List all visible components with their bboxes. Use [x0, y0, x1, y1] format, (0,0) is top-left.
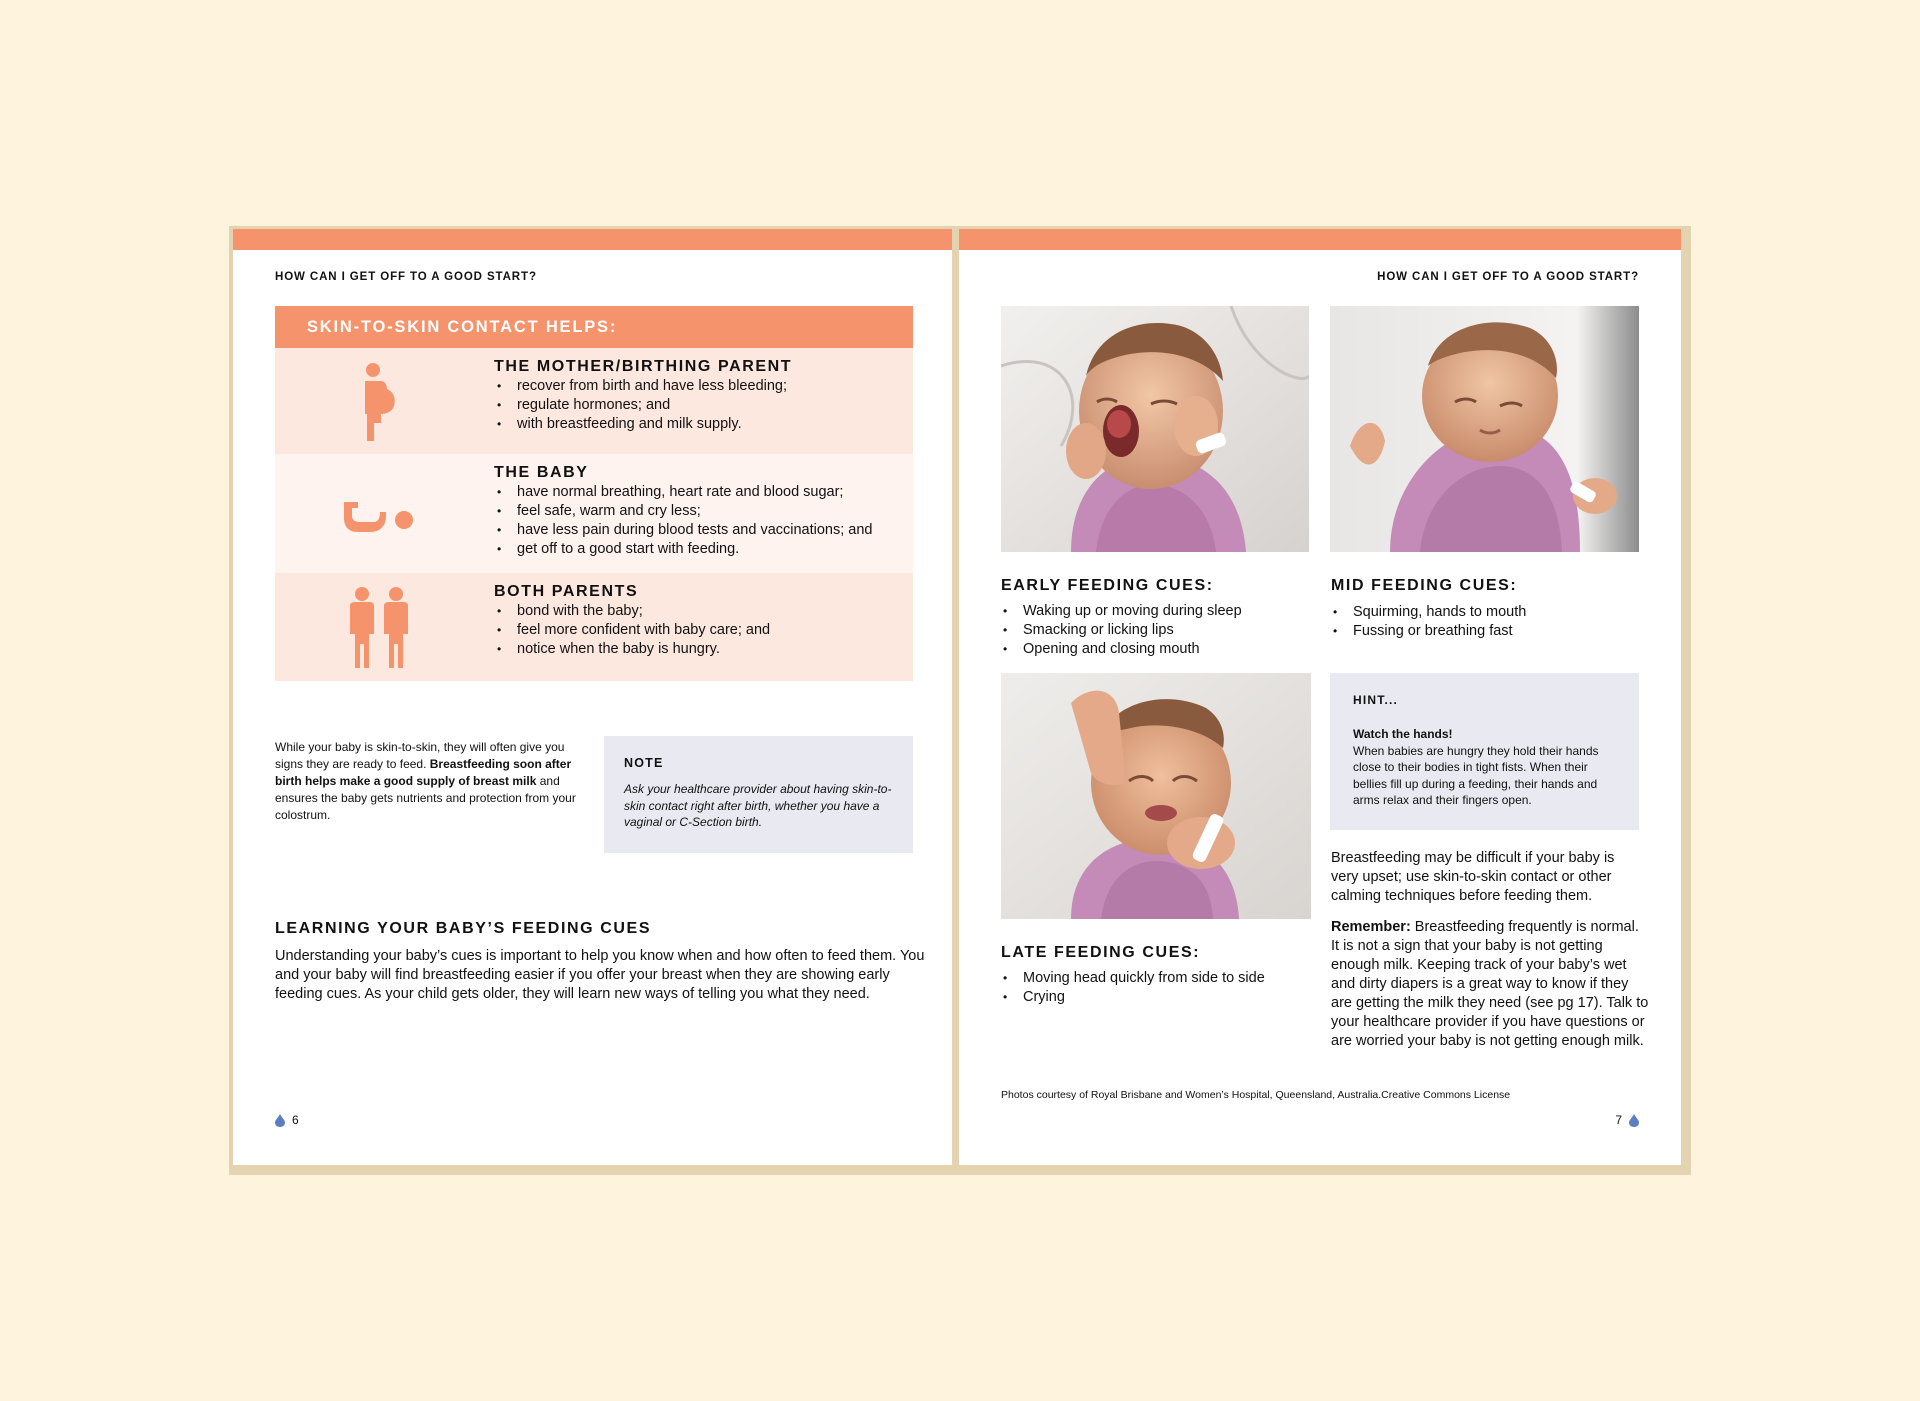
row-title: THE MOTHER/BIRTHING PARENT — [494, 358, 793, 375]
photo-credit: Photos courtesy of Royal Brisbane and Women’s Hospital, Queensland, Australia.Creative Commons License — [1001, 1089, 1511, 1101]
baby-icon — [315, 454, 445, 573]
booklet-spread — [229, 226, 1691, 1175]
hint-title: HINT... — [1353, 693, 1399, 707]
remember-paragraph — [1331, 918, 1649, 1051]
right-page — [959, 229, 1681, 1165]
early-cues-list — [1001, 602, 1242, 659]
late-cues-title: LATE FEEDING CUES: — [1001, 944, 1201, 961]
upset-paragraph: Breastfeeding may be difficult if your baby is very upset; use skin-to-skin contact or other calming techniques before feeding them. — [1331, 850, 1615, 904]
row-title: THE BABY — [494, 464, 589, 481]
baby-photo-mid — [1330, 306, 1639, 552]
list-item: • Opening and closing mouth — [1023, 640, 1242, 659]
drop-icon — [1629, 1114, 1639, 1127]
top-color-bar — [959, 229, 1681, 250]
section-title: LEARNING YOUR BABY’S FEEDING CUES — [275, 920, 652, 937]
intro-bold-text: Breastfeeding soon after birth helps make a good supply of breast milk — [275, 757, 572, 788]
panel-heading: SKIN-TO-SKIN CONTACT HELPS: — [275, 306, 913, 348]
list-item: • Squirming, hands to mouth — [1353, 603, 1526, 622]
list-item: • recover from birth and have less bleeding; — [517, 377, 913, 396]
intro-text: While your baby is skin-to-skin, they will often give you signs they are ready to feed. — [275, 740, 565, 771]
pregnant-parent-icon — [315, 348, 445, 454]
page-number — [1615, 1113, 1639, 1127]
skin-to-skin-panel — [275, 306, 913, 681]
list-item: • regulate hormones; and — [517, 396, 913, 415]
list-item: • bond with the baby; — [517, 602, 913, 621]
benefit-list — [494, 483, 913, 559]
mid-cues-title: MID FEEDING CUES: — [1331, 577, 1518, 594]
page-number-text: 7 — [1615, 1113, 1622, 1127]
note-text: Ask your healthcare provider about having skin-to-skin contact right after birth, whether you have a vaginal or C-Section birth. — [624, 782, 892, 829]
intro-paragraph — [275, 739, 585, 824]
note-box — [604, 736, 913, 853]
two-parents-icon — [315, 573, 445, 681]
intro-text-end: and ensures the baby gets nutrients and protection from your colostrum. — [275, 774, 576, 822]
section-body: Understanding your baby’s cues is important to help you know when and how often to feed them. You and your baby will find breastfeeding easier if you offer your breast when they are showing early feeding cues. As your child gets older, they will learn new ways of telling you what they need. — [275, 948, 925, 1002]
baby-photo-late — [1001, 673, 1311, 919]
remember-text: Breastfeeding frequently is normal. It is not a sign that your baby is not getting enough milk. Keeping track of your baby’s wet and dirty diapers is a great way to know if they are getting the milk they need (see pg 17). Talk to your healthcare provider if you have questions or are worried your baby is not getting enough milk. — [1331, 919, 1649, 1049]
list-item: • Smacking or licking lips — [1023, 621, 1242, 640]
list-item: • feel safe, warm and cry less; — [517, 502, 913, 521]
list-item: • get off to a good start with feeding. — [517, 540, 913, 559]
list-item: • Fussing or breathing fast — [1353, 622, 1526, 641]
left-page — [233, 229, 952, 1165]
benefit-list — [494, 377, 913, 434]
list-item: • Crying — [1023, 988, 1265, 1007]
list-item: • have less pain during blood tests and vaccinations; and — [517, 521, 913, 540]
list-item: • Waking up or moving during sleep — [1023, 602, 1242, 621]
baby-photo-early — [1001, 306, 1309, 552]
hint-text: When babies are hungry they hold their hands close to their bodies in tight fists. When their bellies fill up during a feeding, their hands and arms relax and their fingers open. — [1353, 743, 1599, 807]
list-item: • Moving head quickly from side to side — [1023, 969, 1265, 988]
list-item: • with breastfeeding and milk supply. — [517, 415, 913, 434]
hint-box — [1330, 673, 1639, 830]
panel-row-mother — [275, 348, 913, 454]
note-title: NOTE — [624, 756, 664, 770]
list-item: • have normal breathing, heart rate and blood sugar; — [517, 483, 913, 502]
late-cues-list — [1001, 969, 1265, 1007]
list-item: • feel more confident with baby care; and — [517, 621, 913, 640]
hint-subtitle: Watch the hands! — [1353, 727, 1453, 741]
list-item: • notice when the baby is hungry. — [517, 640, 913, 659]
page-number-text: 6 — [292, 1113, 299, 1127]
page-number — [275, 1113, 299, 1127]
running-head: HOW CAN I GET OFF TO A GOOD START? — [275, 271, 537, 283]
early-cues-title: EARLY FEEDING CUES: — [1001, 577, 1214, 594]
remember-label: Remember: — [1331, 919, 1411, 935]
row-title: BOTH PARENTS — [494, 583, 639, 600]
panel-row-both-parents — [275, 573, 913, 681]
panel-row-baby — [275, 454, 913, 573]
running-head: HOW CAN I GET OFF TO A GOOD START? — [1377, 271, 1639, 283]
benefit-list — [494, 602, 913, 659]
top-color-bar — [233, 229, 952, 250]
mid-cues-list — [1331, 603, 1526, 641]
drop-icon — [275, 1114, 285, 1127]
